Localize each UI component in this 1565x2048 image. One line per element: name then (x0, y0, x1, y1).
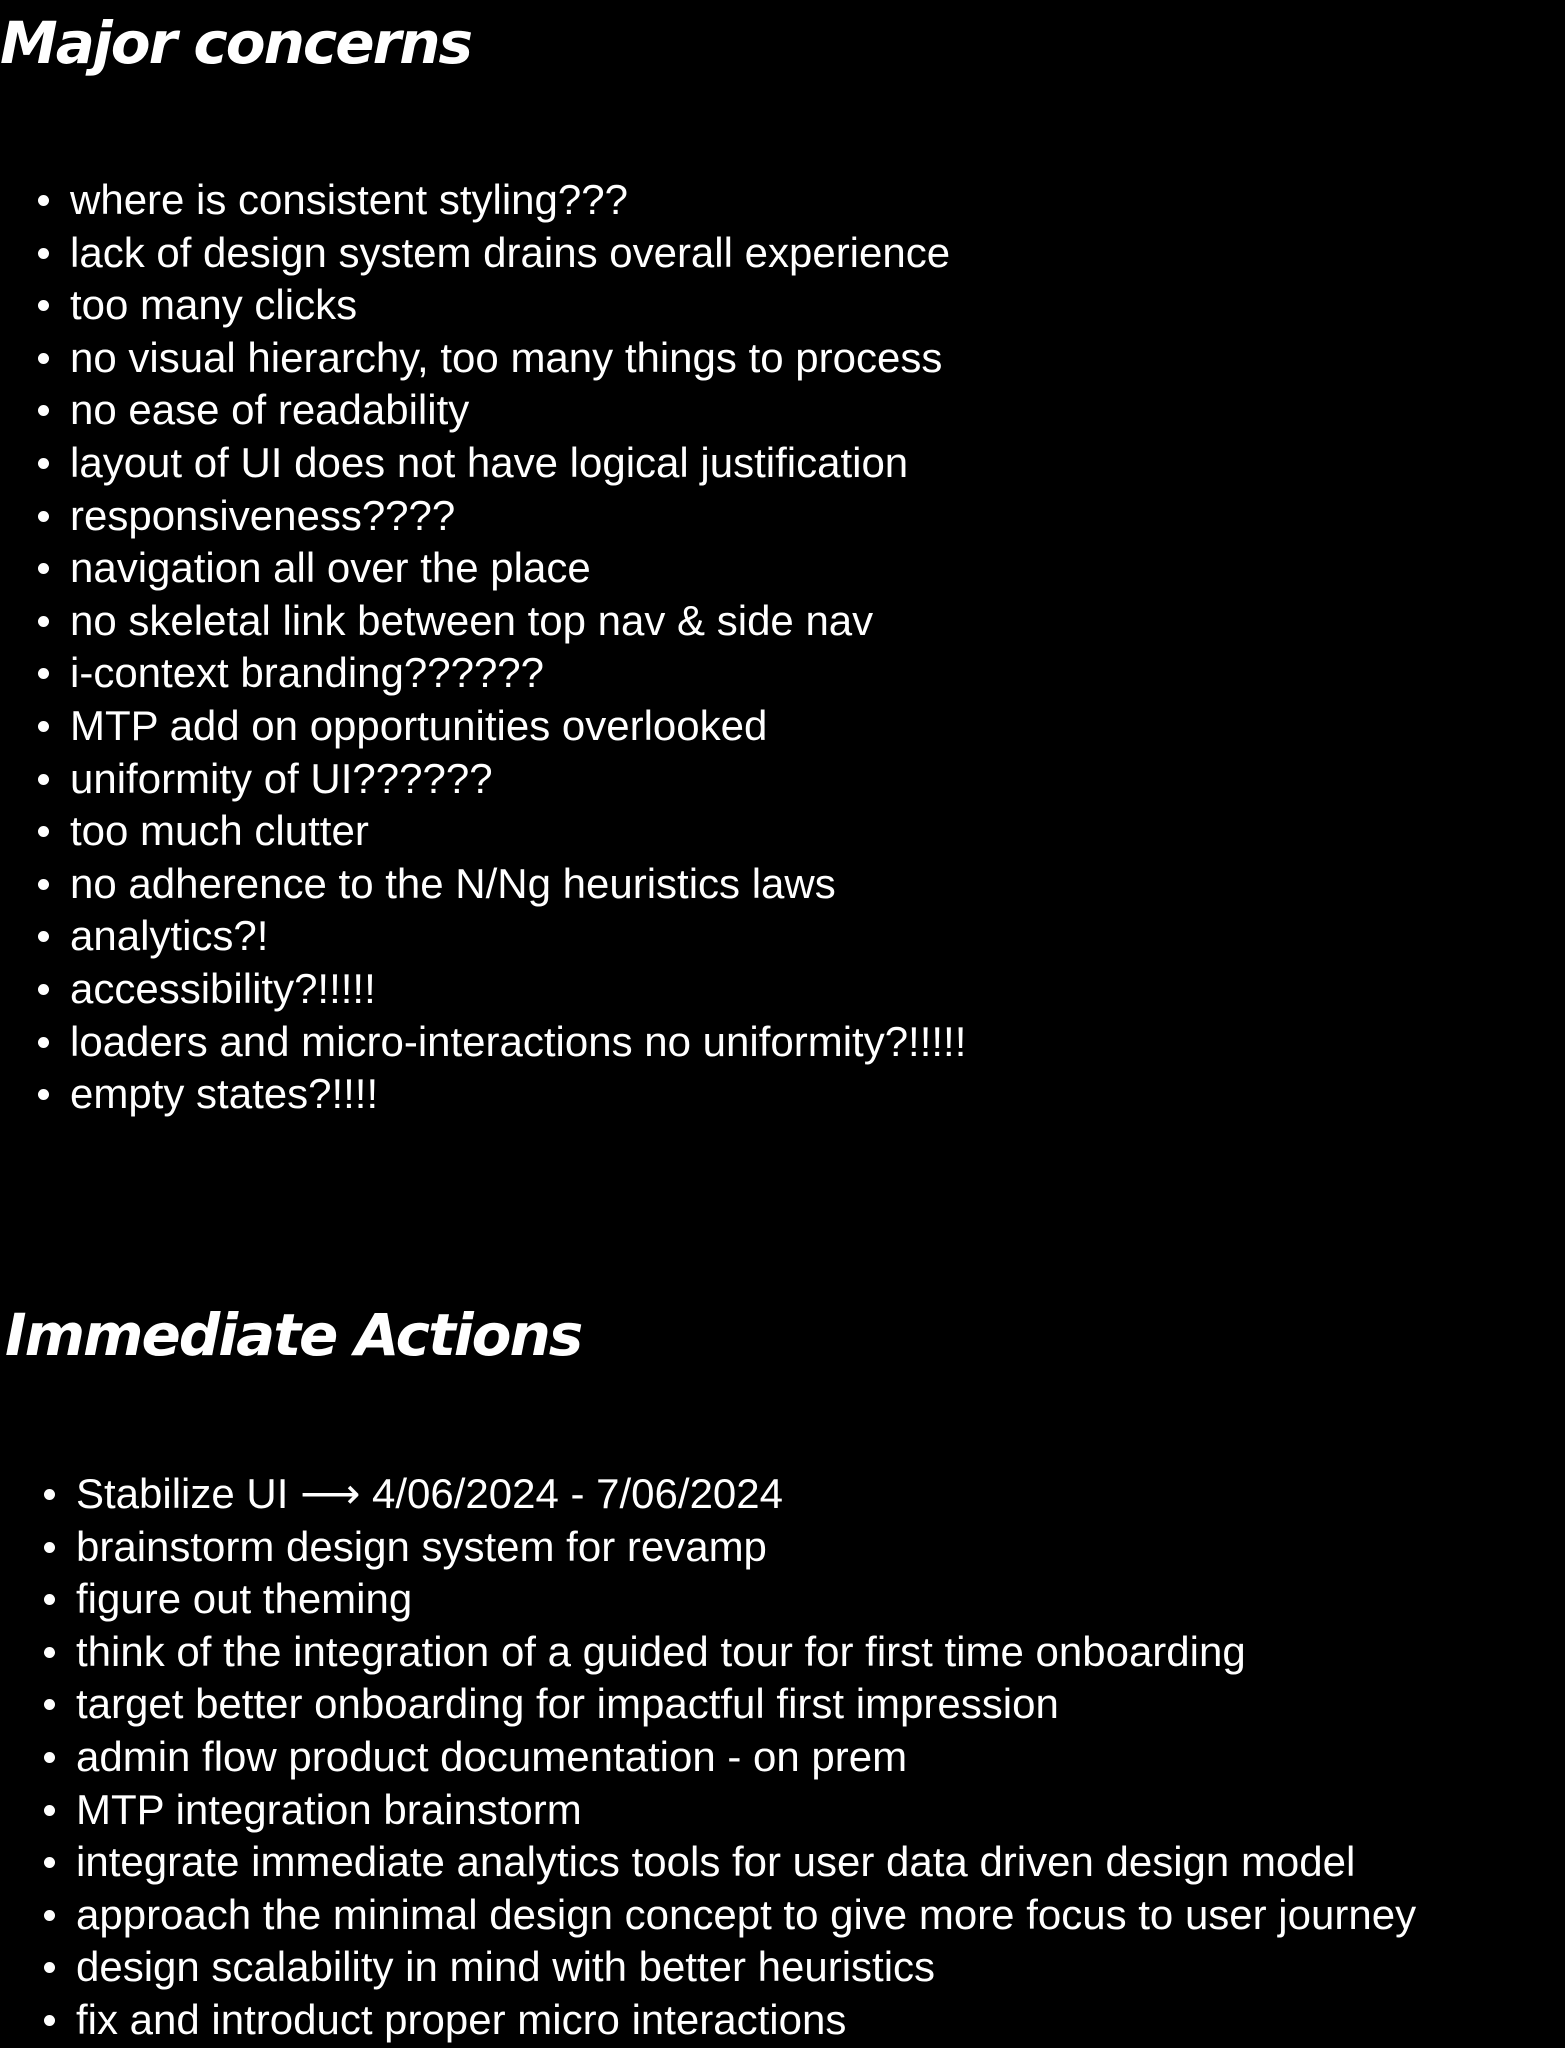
list-item-text: accessibility?!!!!! (70, 964, 376, 1012)
list-item-text: uniformity of UI?????? (70, 754, 493, 802)
list-item-text: MTP add on opportunities overlooked (70, 701, 768, 749)
bullet-icon (44, 1857, 55, 1868)
list-item (76, 1836, 1416, 1889)
list-item (76, 1626, 1416, 1679)
bullet-icon (38, 195, 49, 206)
bullet-icon (44, 1542, 55, 1553)
bullet-icon (38, 668, 49, 679)
list-item-stabilize-ui (76, 1468, 1416, 1521)
list-item (70, 1068, 966, 1121)
stabilize-ui-dates: 4/06/2024 - 7/06/2024 (371, 1470, 784, 1517)
list-item-text: target better onboarding for impactful first impression (76, 1680, 1059, 1728)
list-item (70, 490, 966, 543)
list-item (70, 332, 966, 385)
list-item-text: no ease of readability (70, 386, 470, 434)
bullet-icon (38, 563, 49, 574)
list-item-text: figure out theming (76, 1575, 413, 1623)
list-item-text: fix and introduct proper micro interactions (76, 1995, 847, 2043)
list-item (70, 542, 966, 595)
bullet-icon (44, 1647, 55, 1658)
bullet-icon (38, 458, 49, 469)
list-item-text: where is consistent styling??? (70, 176, 628, 223)
bullet-icon (38, 300, 49, 311)
bullet-icon (44, 1699, 55, 1710)
list-item-text: admin flow product documentation - on prem (76, 1732, 908, 1780)
immediate-actions-heading: Immediate Actions (5, 1301, 582, 1369)
stabilize-ui-label: Stabilize UI (76, 1470, 289, 1517)
bullet-icon (38, 248, 49, 259)
list-item (76, 1784, 1416, 1837)
bullet-icon (44, 2015, 55, 2026)
bullet-icon (44, 1910, 55, 1921)
bullet-icon (44, 1962, 55, 1973)
list-item-text: too much clutter (70, 807, 369, 855)
list-item-text: no skeletal link between top nav & side nav (70, 596, 874, 644)
list-item (70, 805, 966, 858)
list-item (70, 227, 966, 280)
bullet-icon (38, 879, 49, 890)
list-item-text: analytics?! (70, 912, 269, 960)
list-item-text: approach the minimal design concept to give more focus to user journey (76, 1890, 1417, 1938)
list-item (70, 174, 966, 227)
list-item (70, 858, 966, 911)
list-item (76, 1941, 1416, 1994)
list-item-text: MTP integration brainstorm (76, 1785, 582, 1833)
bullet-icon (44, 1489, 55, 1500)
list-item (76, 1889, 1416, 1942)
list-item (76, 1994, 1416, 2047)
major-concerns-list (70, 174, 966, 1121)
bullet-icon (38, 405, 49, 416)
bullet-icon (44, 1805, 55, 1816)
list-item (70, 753, 966, 806)
arrow-right-icon: ⟶ (300, 1469, 361, 1518)
bullet-icon (38, 511, 49, 522)
list-item (76, 1521, 1416, 1574)
list-item-text: no adherence to the N/Ng heuristics laws (70, 859, 836, 907)
bullet-icon (38, 721, 49, 732)
bullet-icon (38, 1089, 49, 1100)
list-item-text: responsiveness???? (70, 491, 456, 539)
list-item (70, 384, 966, 437)
list-item (70, 595, 966, 648)
list-item-text: empty states?!!!! (70, 1070, 379, 1118)
bullet-icon (38, 826, 49, 837)
major-concerns-heading: Major concerns (0, 9, 472, 77)
list-item (70, 700, 966, 753)
list-item-text: integrate immediate analytics tools for user data driven design model (76, 1838, 1356, 1886)
list-item-text: layout of UI does not have logical justification (70, 438, 909, 486)
bullet-icon (38, 616, 49, 627)
list-item-text: brainstorm design system for revamp (76, 1522, 767, 1570)
list-item (70, 963, 966, 1016)
list-item (76, 1573, 1416, 1626)
list-item-text: i-context branding?????? (70, 649, 545, 697)
list-item (76, 1731, 1416, 1784)
list-item-text: lack of design system drains overall experience (70, 228, 951, 276)
list-item (70, 647, 966, 700)
bullet-icon (44, 1594, 55, 1605)
list-item (70, 279, 966, 332)
list-item-text: no visual hierarchy, too many things to process (70, 333, 943, 381)
list-item-text: think of the integration of a guided tour for first time onboarding (76, 1627, 1246, 1675)
bullet-icon (38, 984, 49, 995)
list-item-text: navigation all over the place (70, 544, 591, 592)
list-item (76, 1678, 1416, 1731)
list-item-text: loaders and micro-interactions no uniformity?!!!!! (70, 1017, 967, 1065)
bullet-icon (44, 1752, 55, 1763)
list-item (70, 910, 966, 963)
list-item-text: too many clicks (70, 281, 358, 329)
bullet-icon (38, 774, 49, 785)
list-item (70, 437, 966, 490)
bullet-icon (38, 1037, 49, 1048)
list-item (70, 1016, 966, 1069)
list-item-text: design scalability in mind with better heuristics (76, 1943, 936, 1991)
bullet-icon (38, 353, 49, 364)
immediate-actions-list (76, 1468, 1416, 2047)
bullet-icon (38, 931, 49, 942)
